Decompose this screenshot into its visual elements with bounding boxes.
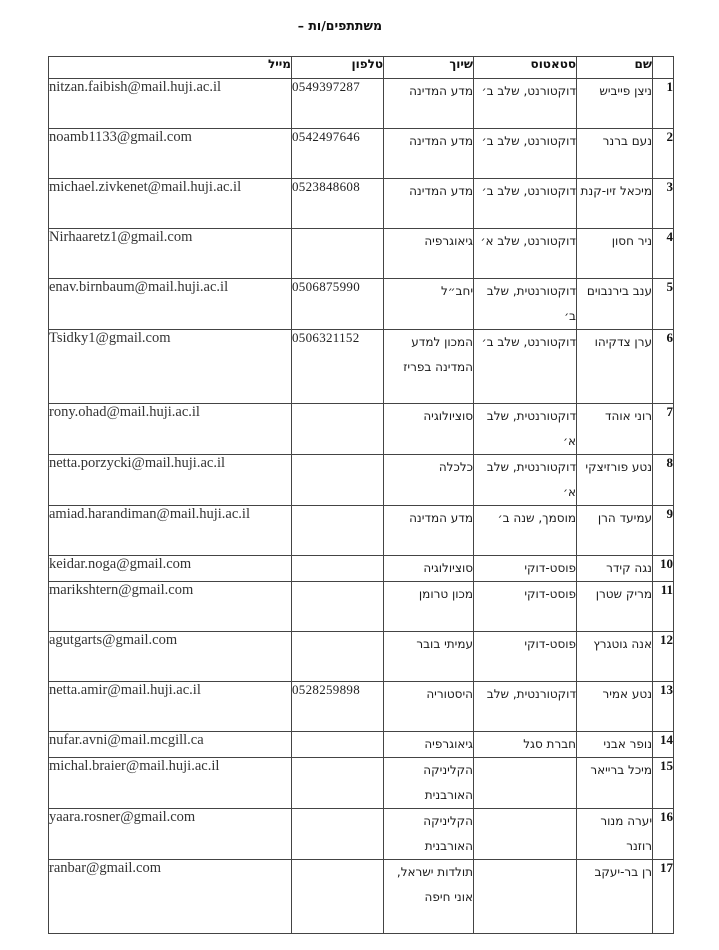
name-cell: ענב בירנבוים	[577, 279, 653, 330]
header-status: סטאטוס	[474, 57, 577, 79]
table-row	[49, 330, 674, 404]
table-row	[49, 455, 674, 506]
row-number-cell: 7	[653, 404, 674, 455]
status-cell: דוקטורנטית, שלב א׳	[474, 404, 577, 455]
status-cell	[474, 758, 577, 809]
table-row	[49, 229, 674, 279]
affiliation-cell: היסטוריה	[384, 682, 474, 732]
affiliation-cell: תולדות ישראל, אוני חיפה	[384, 860, 474, 934]
row-number-cell: 8	[653, 455, 674, 506]
email-cell: Nirhaaretz1@gmail.com	[49, 229, 292, 279]
status-cell	[474, 809, 577, 860]
table-row	[49, 809, 674, 860]
header-row	[49, 57, 674, 79]
table-row	[49, 79, 674, 129]
affiliation-cell: מדע המדינה	[384, 79, 474, 129]
page-title: משתתפים/ות –	[297, 18, 382, 33]
phone-cell	[292, 556, 384, 582]
phone-cell	[292, 229, 384, 279]
table-row	[49, 556, 674, 582]
affiliation-cell: הקליניקה האורבנית	[384, 758, 474, 809]
phone-cell	[292, 582, 384, 632]
email-cell: michal.braier@mail.huji.ac.il	[49, 758, 292, 809]
affiliation-cell: מכון טרומן	[384, 582, 474, 632]
status-cell: דוקטורנט, שלב ב׳	[474, 129, 577, 179]
email-cell: keidar.noga@gmail.com	[49, 556, 292, 582]
status-cell: דוקטורנטית, שלב ב׳	[474, 279, 577, 330]
row-number-cell: 3	[653, 179, 674, 229]
affiliation-cell: כלכלה	[384, 455, 474, 506]
phone-cell	[292, 632, 384, 682]
email-cell: ranbar@gmail.com	[49, 860, 292, 934]
status-cell: דוקטורנט, שלב ב׳	[474, 330, 577, 404]
email-cell: amiad.harandiman@mail.huji.ac.il	[49, 506, 292, 556]
header-email: מייל	[49, 57, 292, 79]
phone-cell	[292, 732, 384, 758]
row-number-cell: 12	[653, 632, 674, 682]
email-cell: netta.porzycki@mail.huji.ac.il	[49, 455, 292, 506]
status-cell: דוקטורנט, שלב א׳	[474, 229, 577, 279]
email-cell: michael.zivkenet@mail.huji.ac.il	[49, 179, 292, 229]
name-cell: מריק שטרן	[577, 582, 653, 632]
status-cell: חברת סגל	[474, 732, 577, 758]
status-cell: דוקטורנטית, שלב	[474, 682, 577, 732]
name-cell: נופר אבני	[577, 732, 653, 758]
phone-cell: 0506321152	[292, 330, 384, 404]
table-row	[49, 632, 674, 682]
status-cell: דוקטורנט, שלב ב׳	[474, 179, 577, 229]
name-cell: נטע פורזיצקי	[577, 455, 653, 506]
email-cell: netta.amir@mail.huji.ac.il	[49, 682, 292, 732]
row-number-cell: 9	[653, 506, 674, 556]
row-number-cell: 5	[653, 279, 674, 330]
name-cell: ניר חסון	[577, 229, 653, 279]
name-cell: ניצן פייביש	[577, 79, 653, 129]
email-cell: marikshtern@gmail.com	[49, 582, 292, 632]
header-name: שם	[577, 57, 653, 79]
email-cell: yaara.rosner@gmail.com	[49, 809, 292, 860]
email-cell: rony.ohad@mail.huji.ac.il	[49, 404, 292, 455]
phone-cell: 0523848608	[292, 179, 384, 229]
phone-cell: 0549397287	[292, 79, 384, 129]
phone-cell	[292, 860, 384, 934]
table-row	[49, 506, 674, 556]
table-row	[49, 129, 674, 179]
affiliation-cell: עמיתי בובר	[384, 632, 474, 682]
table-row	[49, 758, 674, 809]
affiliation-cell: מדע המדינה	[384, 129, 474, 179]
phone-cell	[292, 455, 384, 506]
phone-cell: 0542497646	[292, 129, 384, 179]
affiliation-cell: מדע המדינה	[384, 506, 474, 556]
email-cell: agutgarts@gmail.com	[49, 632, 292, 682]
name-cell: עמיעד הרן	[577, 506, 653, 556]
affiliation-cell: גיאוגרפיה	[384, 732, 474, 758]
name-cell: יערה מנור רוזנר	[577, 809, 653, 860]
header-phone: טלפון	[292, 57, 384, 79]
name-cell: אנה גוטגרץ	[577, 632, 653, 682]
status-cell: דוקטורנט, שלב ב׳	[474, 79, 577, 129]
affiliation-cell: סוציולוגיה	[384, 556, 474, 582]
email-cell: noamb1133@gmail.com	[49, 129, 292, 179]
affiliation-cell: הקליניקה האורבנית	[384, 809, 474, 860]
name-cell: נטע אמיר	[577, 682, 653, 732]
name-cell: מיכל ברייאר	[577, 758, 653, 809]
name-cell: רוני אוהד	[577, 404, 653, 455]
affiliation-cell: מדע המדינה	[384, 179, 474, 229]
phone-cell	[292, 404, 384, 455]
email-cell: nufar.avni@mail.mcgill.ca	[49, 732, 292, 758]
row-number-cell: 11	[653, 582, 674, 632]
phone-cell	[292, 809, 384, 860]
row-number-cell: 16	[653, 809, 674, 860]
row-number-cell: 4	[653, 229, 674, 279]
table-row	[49, 732, 674, 758]
status-cell: פוסט-דוקי	[474, 582, 577, 632]
table-row	[49, 860, 674, 934]
name-cell: מיכאל זיו-קנת	[577, 179, 653, 229]
name-cell: נגה קידר	[577, 556, 653, 582]
status-cell: דוקטורנטית, שלב א׳	[474, 455, 577, 506]
name-cell: רן בר-יעקב	[577, 860, 653, 934]
phone-cell	[292, 758, 384, 809]
row-number-cell: 15	[653, 758, 674, 809]
row-number-cell: 14	[653, 732, 674, 758]
phone-cell	[292, 506, 384, 556]
status-cell: פוסט-דוקי	[474, 632, 577, 682]
email-cell: Tsidky1@gmail.com	[49, 330, 292, 404]
table-row	[49, 682, 674, 732]
header-affiliation: שיוך	[384, 57, 474, 79]
name-cell: נעם ברנר	[577, 129, 653, 179]
email-cell: enav.birnbaum@mail.huji.ac.il	[49, 279, 292, 330]
row-number-cell: 6	[653, 330, 674, 404]
table-row	[49, 582, 674, 632]
table-row	[49, 404, 674, 455]
phone-cell: 0506875990	[292, 279, 384, 330]
row-number-cell: 2	[653, 129, 674, 179]
affiliation-cell: המכון למדע המדינה בפריז	[384, 330, 474, 404]
affiliation-cell: יחב״ל	[384, 279, 474, 330]
status-cell	[474, 860, 577, 934]
header-number	[653, 57, 674, 79]
phone-cell: 0528259898	[292, 682, 384, 732]
status-cell: מוסמך, שנה ב׳	[474, 506, 577, 556]
row-number-cell: 10	[653, 556, 674, 582]
table-row	[49, 179, 674, 229]
affiliation-cell: סוציולוגיה	[384, 404, 474, 455]
row-number-cell: 13	[653, 682, 674, 732]
row-number-cell: 1	[653, 79, 674, 129]
table-row	[49, 279, 674, 330]
email-cell: nitzan.faibish@mail.huji.ac.il	[49, 79, 292, 129]
name-cell: ערן צדקיהו	[577, 330, 653, 404]
affiliation-cell: גיאוגרפיה	[384, 229, 474, 279]
status-cell: פוסט-דוקי	[474, 556, 577, 582]
participants-table	[48, 56, 674, 934]
row-number-cell: 17	[653, 860, 674, 934]
